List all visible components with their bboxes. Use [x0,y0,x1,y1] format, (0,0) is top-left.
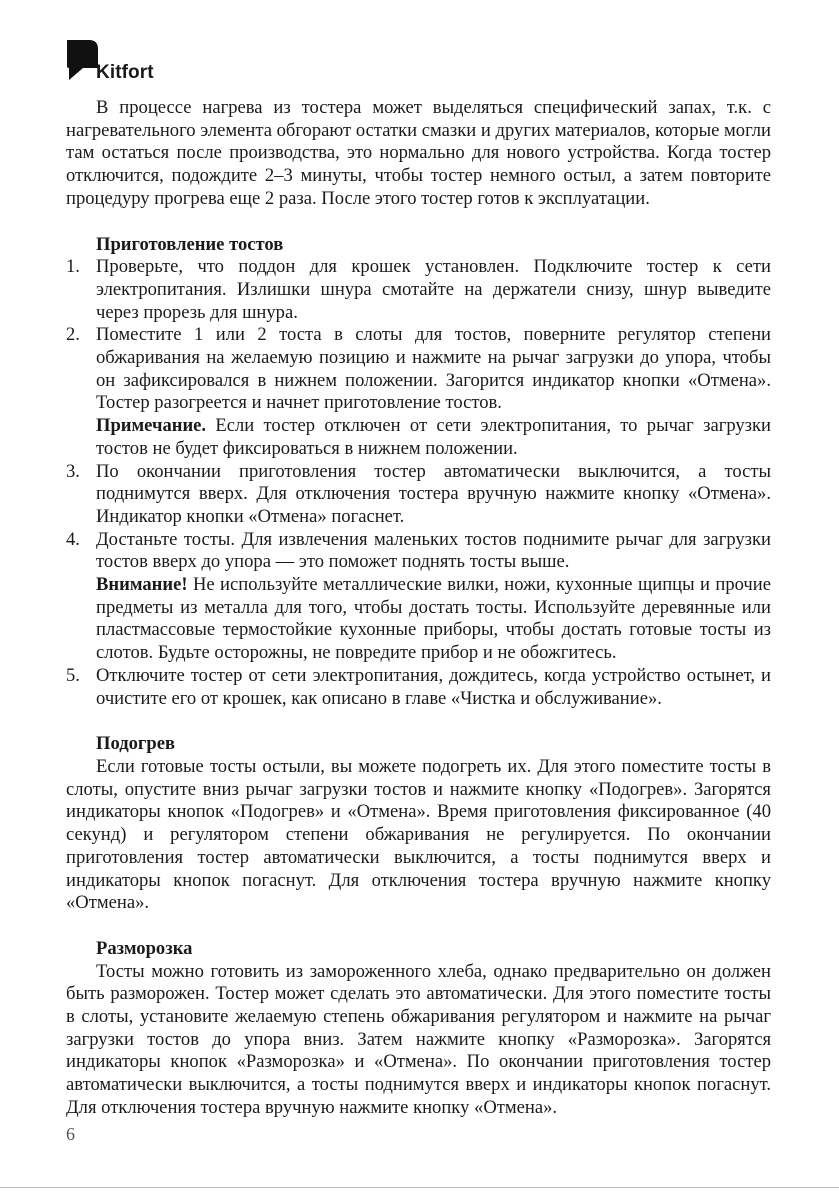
section-heading-toasting: Приготовление тостов [96,233,284,255]
list-item-text: Достаньте тосты. Для извлечения маленьких тостов поднимите рычаг для загрузки тостов вверх до упора — это поможет поднять тосты выше. [96,528,771,573]
warning-paragraph [96,574,771,665]
list-item [66,665,771,710]
list-item-text: Поместите 1 или 2 тоста в слоты для тостов, поверните регулятор степени обжаривания на желаемую позицию и нажмите на рычаг загрузки до упора, чтобы он зафиксировался в нижнем положении. Загорится индикатор кнопки «Отмена». Тостер разогреется и начнет приготовление тостов. [96,324,771,414]
page-number: 6 [66,1124,75,1144]
list-number: 2. [66,324,80,346]
toasting-steps-list [66,256,771,710]
list-number: 4. [66,528,80,550]
reheat-paragraph: Если готовые тосты остыли, вы можете подогреть их. Для этого поместите тосты в слоты, опустите вниз рычаг загрузки тостов и нажмите кнопку «Подогрев». Загорятся индикаторы кнопок «Подогрев» и «Отмена». Время приготовления фиксированное (40 секунд) и регулятором степени обжаривания не регулируется. По окончании приготовления тостер автоматически выключится, а тосты поднимутся вверх и индикаторы кнопок погаснут. Для отключения тостера вручную нажмите кнопку «Отмена». [66,755,771,914]
list-number: 3. [66,460,80,482]
list-item [66,256,771,324]
note-text: Если тостер отключен от сети электропитания, то рычаг загрузки тостов не будет фиксироваться в нижнем положении. [96,415,771,459]
list-item [66,529,771,665]
list-item [66,324,771,460]
warning-label: Внимание! [96,574,188,596]
note-paragraph [96,415,771,460]
kitfort-logo [65,38,99,82]
list-number: 5. [66,664,80,686]
list-item-text: По окончании приготовления тостер автоматически выключится, а тосты поднимутся вверх. Для отключения тостера вручную нажмите кнопку «Отмена». Индикатор кнопки «Отмена» погаснет. [96,460,771,527]
warning-text: Не используйте металлические вилки, ножи, кухонные щипцы и прочие предметы из металла для того, чтобы достать тосты. Используйте деревянные или пластмассовые термостойкие кухонные приборы, чтобы достать готовые тосты из слотов. Будьте осторожны, не повредите прибор и не обожгитесь. [96,574,771,664]
defrost-paragraph: Тосты можно готовить из замороженного хлеба, однако предварительно он должен быть разморожен. Тостер может сделать это автоматически. Для этого поместите тосты в слоты, установите желаемую степень обжаривания регулятором и нажмите на рычаг загрузки тостов до упора вниз. Затем нажмите кнопку «Разморозка». Загорятся индикаторы кнопок «Разморозка» и «Отмена». По окончании приготовления тостер автоматически выключится, а тосты поднимутся вверх и индикаторы кнопок погаснут. Для отключения тостера вручную нажмите кнопку «Отмена». [66,960,771,1118]
kitfort-flag-icon [65,38,99,82]
section-heading-reheat: Подогрев [96,733,176,755]
brand-name: Kitfort [96,62,154,83]
list-number: 1. [66,256,80,278]
list-item-text: Проверьте, что поддон для крошек установлен. Подключите тостер к сети электропитания. Излишки шнура смотайте на держатели снизу, шнур выведите через прорезь для шнура. [96,256,771,323]
page-content [66,97,771,1120]
intro-paragraph: В процессе нагрева из тостера может выделяться специфический запах, т.к. с нагревательного элемента обгорают остатки смазки и других материалов, которые могли там остаться после производства, это нормально для нового устройства. Когда тостер отключится, подождите 2–3 минуты, чтобы тостер немного остыл, а затем повторите процедуру прогрева еще 2 раза. После этого тостер готов к эксплуатации. [66,97,771,209]
list-item-text: Отключите тостер от сети электропитания, дождитесь, когда устройство остынет, и очистите его от крошек, как описано в главе «Чистка и обслуживание». [96,664,771,709]
note-label: Примечание. [96,415,207,437]
list-item [66,461,771,529]
section-heading-defrost: Разморозка [96,937,193,959]
bottom-rule [0,1187,839,1188]
